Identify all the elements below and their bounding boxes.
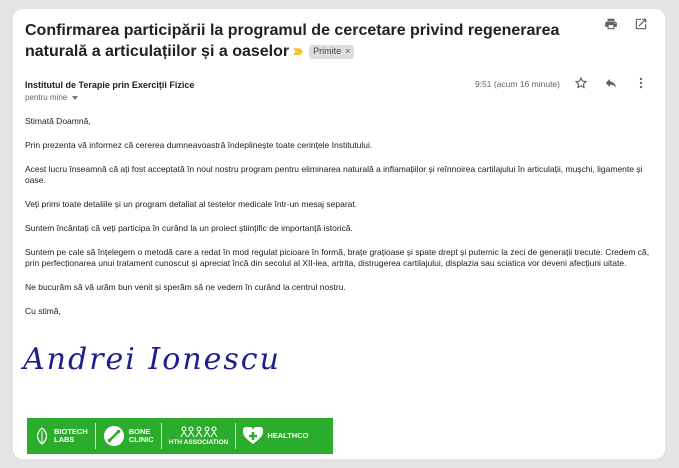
email-timestamp: 9:51 (acum 16 minute) bbox=[474, 79, 560, 89]
subject-text: Confirmarea participării la programul de cercetare privind regenerarea naturală a articulațiilor și a oaselor bbox=[25, 22, 560, 60]
logo-line: BONE bbox=[128, 427, 151, 436]
message-actions bbox=[573, 75, 649, 91]
open-in-new-icon[interactable] bbox=[633, 16, 649, 32]
logo-line: LABS bbox=[54, 435, 75, 444]
more-vert-icon[interactable] bbox=[633, 75, 649, 91]
reply-icon[interactable] bbox=[603, 75, 619, 91]
body-paragraph: Stimată Doamnă, bbox=[25, 116, 91, 126]
bone-clinic-logo bbox=[96, 423, 162, 449]
biotech-labs-logo bbox=[27, 423, 96, 449]
body-paragraph: Suntem pe cale să înțelegem o metodă care a redat în mod regulat picioare în formă, brațe grațioase și spate drept și puternic la zeci de generații trecute. Credem că, prin perfecționarea unui tratament cunoscut și apreciat încă din secolul al XII-lea, artrita, distrugerea cartilajului, displazia sau sciatica vor deveni afecțiuni uitate. bbox=[25, 247, 650, 268]
email-body bbox=[25, 116, 655, 330]
bone-icon bbox=[103, 425, 125, 447]
logo-line: BIOTECH bbox=[54, 427, 88, 436]
logo-line: HTH ASSOCIATION bbox=[168, 438, 229, 446]
chevron-down-icon[interactable] bbox=[72, 96, 78, 100]
heart-cross-icon bbox=[243, 427, 263, 445]
logo-line: HEALTHCO bbox=[267, 431, 309, 440]
healthco-logo bbox=[236, 423, 315, 449]
print-icon[interactable] bbox=[603, 16, 619, 32]
partner-logos-banner bbox=[27, 418, 333, 454]
people-icon bbox=[179, 426, 219, 438]
body-paragraph: Ne bucurăm să vă urăm bun venit și sperăm să ne vedem în curând la centrul nostru. bbox=[25, 282, 346, 292]
inbox-label-chip[interactable] bbox=[309, 45, 354, 59]
important-marker-icon[interactable] bbox=[293, 48, 303, 55]
thread-actions bbox=[603, 16, 649, 32]
email-view bbox=[13, 9, 665, 459]
body-paragraph: Acest lucru înseamnă că ați fost acceptată în noul nostru program pentru eliminarea naturală a inflamațiilor și reînnoirea cartilajului în articulații, mușchi, ligamente și oase. bbox=[25, 164, 643, 185]
label-text: Primite bbox=[313, 46, 342, 57]
email-subject bbox=[25, 20, 595, 62]
handwritten-signature: Andrei Ionescu bbox=[23, 342, 281, 377]
body-paragraph: Veți primi toate detaliile și un program detaliat al testelor medicale într-un mesaj separat. bbox=[25, 199, 358, 209]
remove-label-icon[interactable]: × bbox=[345, 46, 351, 57]
sender-name[interactable]: Institutul de Terapie prin Exerciții Fizice bbox=[25, 80, 195, 90]
body-paragraph: Cu stimă, bbox=[25, 306, 61, 316]
recipient-details[interactable] bbox=[25, 93, 78, 102]
star-icon[interactable] bbox=[573, 75, 589, 91]
leaf-icon bbox=[34, 427, 50, 445]
body-paragraph: Suntem încântați că veți participa în curând la un proiect științific de importanță istorică. bbox=[25, 223, 353, 233]
hth-association-logo bbox=[162, 423, 237, 449]
body-paragraph: Prin prezenta vă informez că cererea dumneavoastră îndeplinește toate cerințele Institutului. bbox=[25, 140, 373, 150]
recipient-text: pentru mine bbox=[25, 93, 68, 102]
logo-line: CLINIC bbox=[128, 435, 154, 444]
